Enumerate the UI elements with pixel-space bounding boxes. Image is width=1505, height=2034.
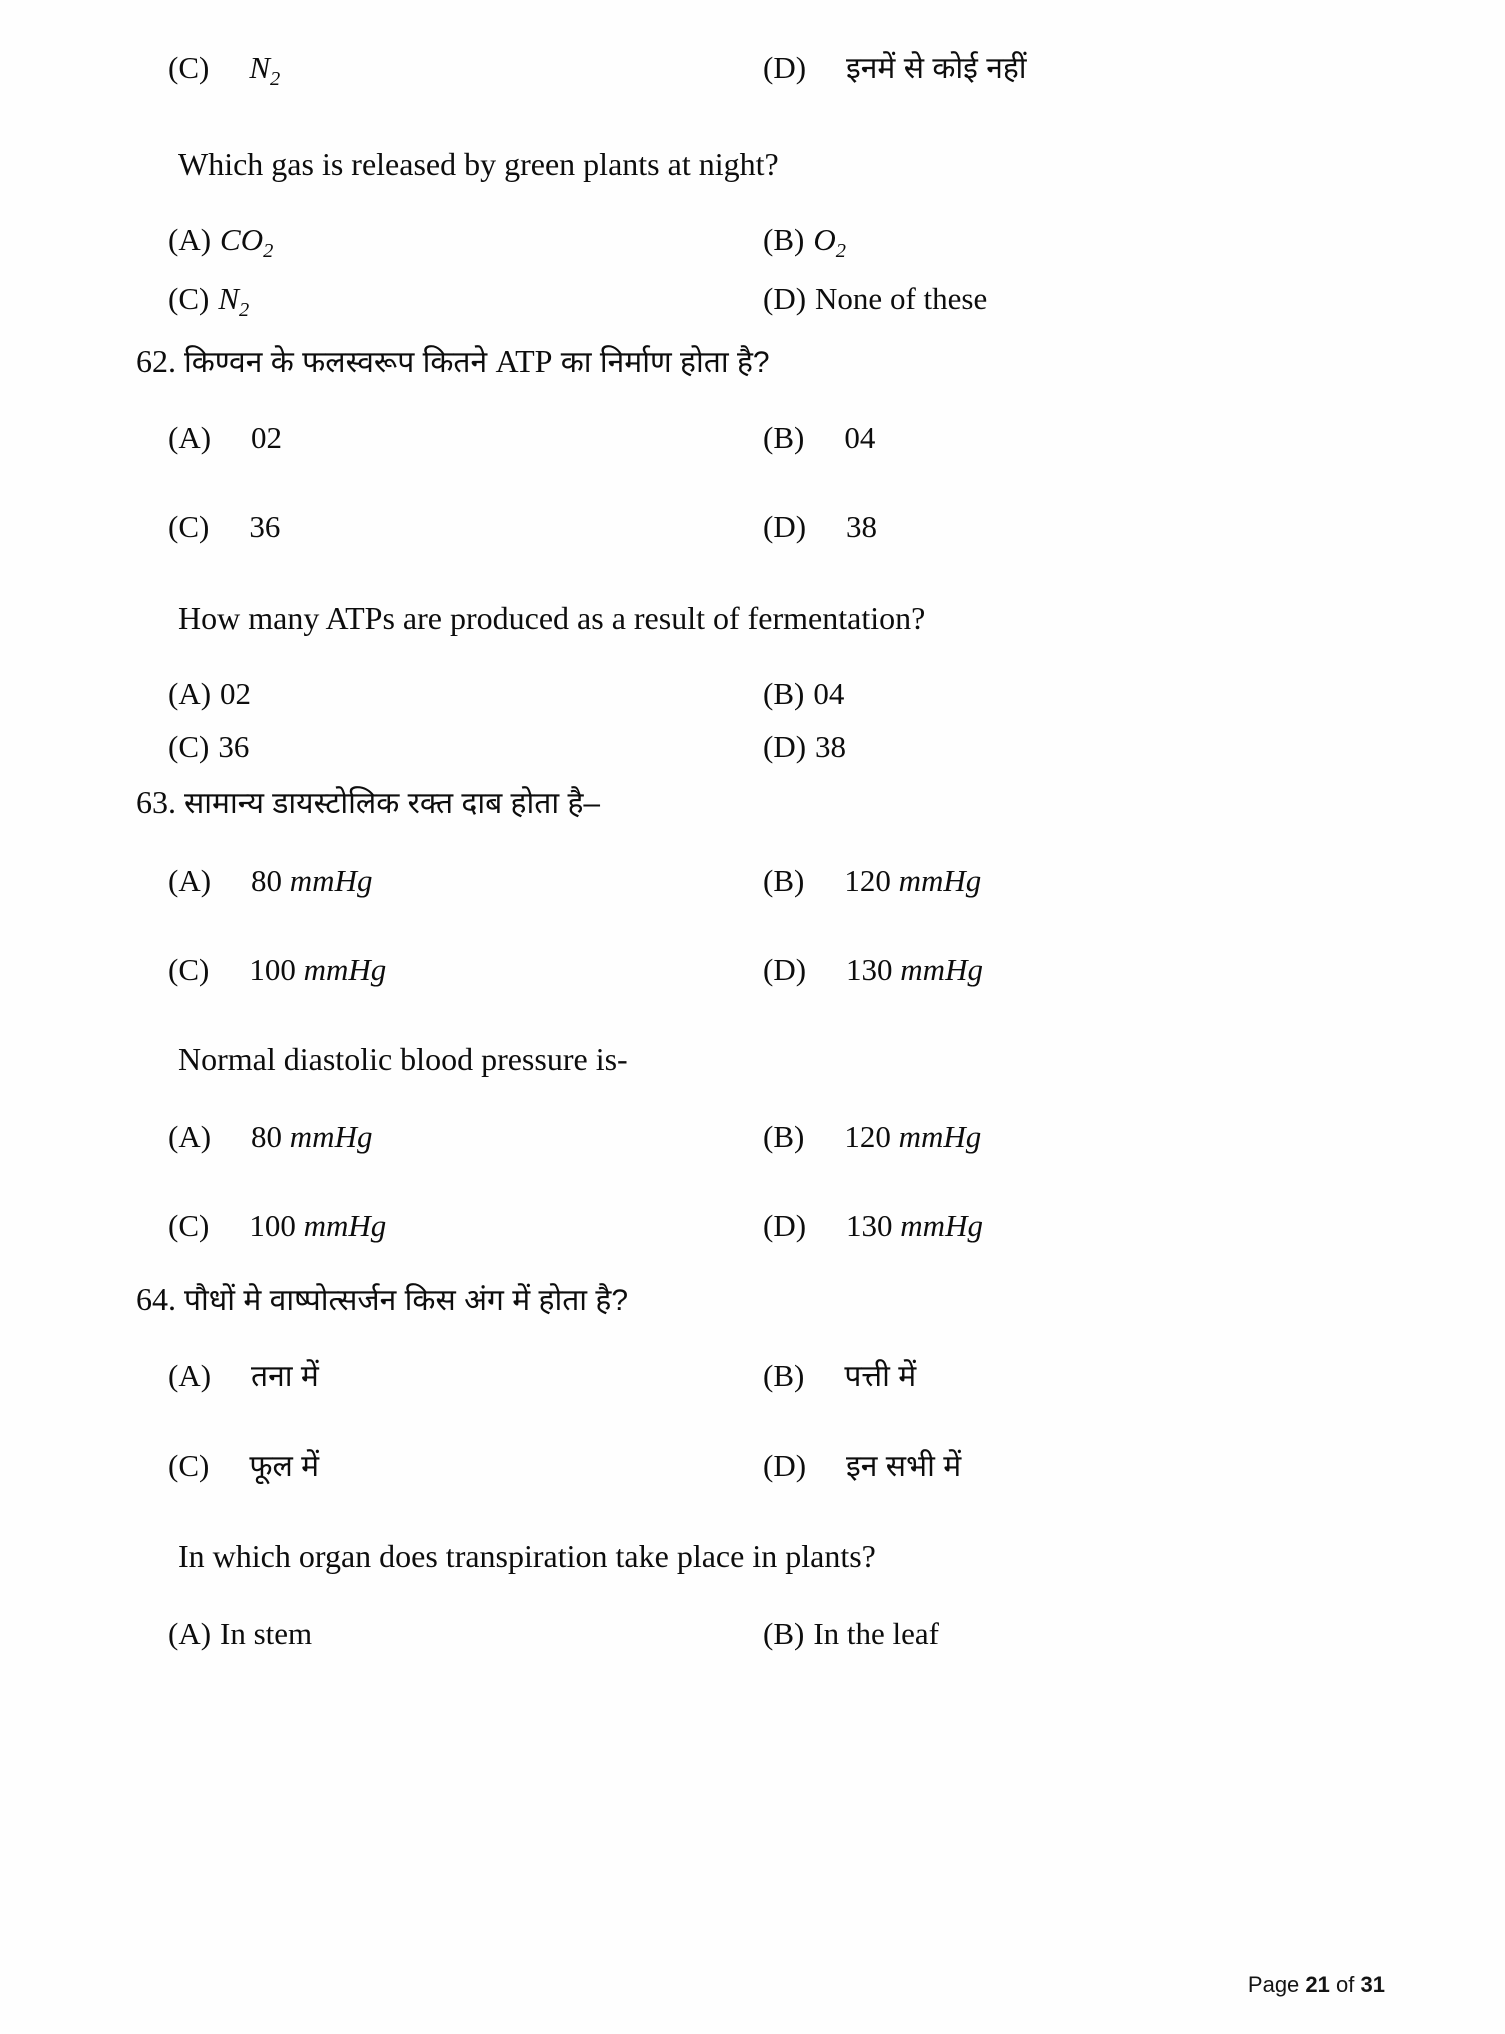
q61-english-option-row-1 [168,221,1358,262]
option-label: पत्ती में [844,1359,917,1393]
option-label: 36 [218,728,250,764]
q63-english-option-row-1 [168,1118,1358,1154]
option-b[interactable] [763,675,1358,711]
footer-current-page: 21 [1305,1972,1330,1997]
option-label: $O_2$ [813,221,846,262]
option-tag: (B) [763,675,805,711]
option-tag: (D) [763,281,807,317]
option-tag: (B) [763,1615,805,1651]
q61-english-question: Which gas is released by green plants at night? [178,145,779,182]
option-tag: (A) [168,419,212,455]
option-label: फूल में [249,1449,320,1483]
option-a[interactable] [168,1357,763,1393]
question-number: 63. [136,783,176,820]
option-a[interactable] [168,419,763,455]
option-c[interactable] [168,951,763,987]
q63-english-option-row-2 [168,1207,1358,1243]
option-d[interactable] [763,951,1358,987]
q64-hindi-question [136,1280,1358,1317]
option-tag: (B) [763,419,805,455]
q62-english-question: How many ATPs are produced as a result of fermentation? [178,599,926,636]
option-label: 120 mmHg [844,1118,982,1154]
question-text-tail: का निर्माण होता है? [552,345,770,379]
option-tag: (C) [168,728,210,764]
option-label: 38 [846,508,878,544]
question-text: सामान्य डायस्टोलिक रक्त दाब होता है– [184,786,601,820]
footer-prefix: Page [1247,1972,1300,1997]
option-d[interactable] [763,728,1358,764]
q64-english-option-row-1 [168,1615,1358,1651]
option-b[interactable] [763,862,1358,898]
option-label: तना में [251,1359,319,1393]
option-label: इनमें से कोई नहीं [846,52,1027,85]
option-label: 120 mmHg [844,862,982,898]
option-b[interactable] [763,1357,1358,1393]
option-tag: (C) [168,1207,210,1243]
option-label: 130 mmHg [846,1207,983,1243]
option-c[interactable] [168,508,763,544]
option-a[interactable] [168,862,763,898]
q62-english-option-row-1 [168,675,1358,711]
option-tag: (C) [168,1447,210,1483]
option-a[interactable] [168,675,763,711]
option-tag: (C) [168,281,210,317]
option-label: In the leaf [813,1615,939,1651]
option-label: 100 mmHg [249,951,387,987]
question-number: 62. [136,342,176,379]
q62-english-option-row-2 [168,728,1358,764]
option-c[interactable] [168,52,763,90]
option-tag: (B) [763,221,805,257]
q61-hindi-option-row-2 [168,52,1358,90]
option-tag: (C) [168,50,210,85]
q62-hindi-option-row-1 [168,419,1358,455]
option-a[interactable] [168,1118,763,1154]
option-c[interactable] [168,1207,763,1243]
option-a[interactable] [168,221,763,262]
q64-hindi-option-row-1 [168,1357,1358,1393]
option-label: 80 mmHg [251,1118,373,1154]
option-d[interactable] [763,283,1358,321]
option-a[interactable] [168,1615,763,1651]
question-text: पौधों मे वाष्पोत्सर्जन किस अंग में होता है? [184,1283,629,1317]
option-label: 04 [844,419,876,455]
option-d[interactable] [763,1207,1358,1243]
option-label: $CO_2$ [220,221,274,262]
option-tag: (D) [763,50,807,85]
option-label: इन सभी में [846,1449,962,1483]
option-label: 36 [249,508,281,544]
q62-hindi-option-row-2 [168,508,1358,544]
page-footer [1248,1972,1385,1998]
option-label: 02 [220,675,252,711]
option-b[interactable] [763,1615,1358,1651]
option-b[interactable] [763,1118,1358,1154]
option-c[interactable] [168,728,763,764]
option-tag: (B) [763,862,805,898]
option-label: $N_2$ [249,50,281,91]
q61-english-option-row-2 [168,283,1358,321]
option-label: 04 [813,675,845,711]
option-tag: (A) [168,862,212,898]
q62-hindi-question [136,342,1358,379]
option-tag: (C) [168,951,210,987]
q64-english-question: In which organ does transpiration take place in plants? [178,1537,876,1574]
footer-total-pages: 31 [1360,1972,1385,1997]
option-label: $N_2$ [218,281,250,322]
option-label: 02 [251,419,283,455]
option-c[interactable] [168,283,763,321]
option-tag: (A) [168,1357,212,1393]
option-tag: (A) [168,675,212,711]
option-tag: (D) [763,728,807,764]
option-tag: (B) [763,1118,805,1154]
option-b[interactable] [763,221,1358,262]
option-d[interactable] [763,508,1358,544]
option-tag: (C) [168,508,210,544]
option-d[interactable] [763,52,1358,90]
option-label: 80 mmHg [251,862,373,898]
option-c[interactable] [168,1447,763,1483]
footer-middle: of [1336,1972,1355,1997]
q63-hindi-option-row-1 [168,862,1358,898]
option-tag: (A) [168,221,212,257]
option-tag: (D) [763,1207,807,1243]
option-label: None of these [815,281,988,317]
option-tag: (D) [763,508,807,544]
option-tag: (D) [763,1447,807,1483]
option-tag: (A) [168,1118,212,1154]
option-label: 130 mmHg [846,951,983,987]
q64-hindi-option-row-2 [168,1447,1358,1483]
q63-hindi-option-row-2 [168,951,1358,987]
question-content [136,30,1358,1651]
option-d[interactable] [763,1447,1358,1483]
option-tag: (B) [763,1357,805,1393]
question-text: किण्वन के फलस्वरूप कितने [184,345,496,379]
question-number: 64. [136,1280,176,1317]
option-tag: (D) [763,951,807,987]
q63-english-question: Normal diastolic blood pressure is- [178,1040,628,1077]
option-label: 100 mmHg [249,1207,387,1243]
option-tag: (A) [168,1615,212,1651]
question-text-atp: ATP [495,342,553,379]
option-label: 38 [815,728,847,764]
option-label: In stem [220,1615,313,1651]
option-b[interactable] [763,419,1358,455]
q63-hindi-question [136,783,1358,820]
